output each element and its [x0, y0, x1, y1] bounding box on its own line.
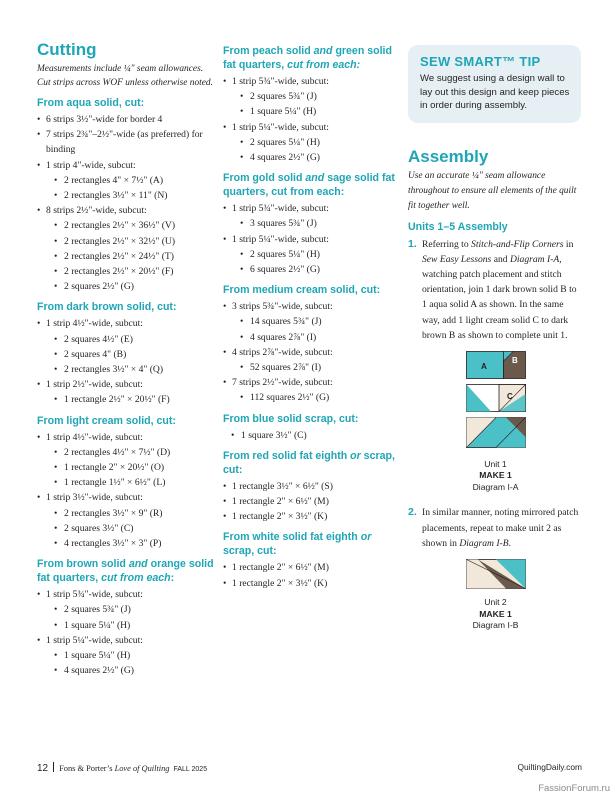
step-number: 1.: [408, 237, 417, 250]
list-item: • 2 rectangles 2½" × 24½" (T): [46, 249, 217, 264]
list-item: • 112 squares 2½" (G): [232, 390, 401, 405]
step-2: 2. In similar manner, noting mirrored patch placements, repeat to make unit 2 as shown in Diagram I-B.: [408, 506, 579, 549]
list-item: • 6 strips 3½"-wide for border 4: [37, 112, 217, 127]
list-item: • 1 rectangle 2" × 3½" (K): [223, 509, 401, 524]
medium-cream-list: [223, 299, 401, 405]
brown-orange-list: [37, 587, 217, 678]
tip-title: SEW SMART™ TIP: [420, 54, 541, 69]
list-item: • 1 strip 5¼"-wide, subcut: • 1 square 5¼" (H) • 4 squares 2½" (G): [37, 633, 217, 679]
units-subhead: Units 1–5 Assembly: [408, 220, 508, 233]
list-item: • 1 strip 4½"-wide, subcut: • 2 squares 4½" (E) • 2 squares 4" (B) • 2 rectangles 3½" × 4" (Q): [37, 316, 217, 377]
cutting-title: Cutting: [37, 40, 97, 59]
list-item: • 4 squares 2⅞" (I): [232, 330, 401, 345]
list-item: • 1 rectangle 2" × 20½" (O): [46, 460, 217, 475]
diagram-step-3: [466, 417, 525, 447]
diagram-step-1: [466, 351, 525, 378]
list-item: • 1 rectangle 3½" × 6½" (S): [223, 479, 401, 494]
aqua-heading: From aqua solid, cut:: [37, 97, 145, 109]
peach-green-heading: From peach solid and green solid fat quarters, cut from each:: [223, 45, 392, 71]
list-item: • 1 strip 5¾"-wide, subcut: • 2 squares 5¾" (J) • 1 square 5¼" (H): [37, 587, 217, 633]
peach-green-list: [223, 74, 401, 165]
list-item: • 2 squares 5¼" (H): [232, 247, 401, 262]
patch-a-label: A: [480, 361, 487, 371]
list-item: • 2 squares 5¾" (J): [46, 602, 217, 617]
list-item: • 2 squares 5¾" (J): [232, 89, 401, 104]
page-number: 12: [37, 763, 49, 774]
list-item: • 1 rectangle 2½" × 20½" (F): [46, 392, 217, 407]
list-item: • 7 strips 2½"-wide, subcut: • 112 squares 2½" (G): [223, 375, 401, 405]
step-1: 1. Referring to Stitch-and-Flip Corners in Sew Easy Lessons and Diagram I-A, watching patch placement and stitch orientation, join 1 dark brown solid B to 1 aqua solid A as shown. In the same way, add 1 light cream solid C to dark brown B as shown to complete unit 1.: [408, 237, 577, 341]
list-item: • 3 strips 5¾"-wide, subcut: • 14 squares 5¾" (J) • 4 squares 2⅞" (I): [223, 299, 401, 345]
site-url[interactable]: QuiltingDaily.com: [517, 762, 582, 772]
list-item: • 8 strips 2½"-wide, subcut: • 2 rectangles 2½" × 36½" (V) • 2 rectangles 2½" × 32½" (U) • 2 rectangles 2½" × 24½" (T) • 2 rectangles 2½" × 20½" (F) • 2 squares 2½" (G): [37, 203, 217, 294]
list-item: • 1 square 5¼" (H): [232, 104, 401, 119]
list-item: • 6 squares 2½" (G): [232, 262, 401, 277]
unit-1-illustration: [466, 351, 526, 451]
list-item: • 2 squares 5¼" (H): [232, 135, 401, 150]
list-item: • 1 strip 3½"-wide, subcut: • 2 rectangles 3½" × 9" (R) • 2 squares 3½" (C) • 4 rectangles 3½" × 3" (P): [37, 490, 217, 551]
assembly-title: Assembly: [408, 146, 489, 166]
cutting-column: [37, 40, 217, 679]
list-item: • 2 rectangles 3½" × 11" (N): [46, 188, 217, 203]
page-footer: [37, 762, 582, 776]
list-item: • 1 strip 5¼"-wide, subcut: • 2 squares 5¼" (H) • 6 squares 2½" (G): [223, 232, 401, 278]
cutting-column-continued: [223, 40, 401, 591]
assembly-column: [408, 45, 583, 632]
list-item: • 1 strip 5¾"-wide, subcut: • 2 squares 5¾" (J) • 1 square 5¼" (H): [223, 74, 401, 120]
list-item: • 2 squares 2½" (G): [46, 279, 217, 294]
white-heading: From white solid fat eighth or scrap, cut:: [223, 531, 372, 558]
list-item: • 1 strip 4"-wide, subcut: • 2 rectangles 4" × 7½" (A) • 2 rectangles 3½" × 11" (N): [37, 158, 217, 204]
footer-divider: [53, 762, 54, 772]
list-item: • 1 square 5¼" (H): [46, 618, 217, 633]
tip-text: We suggest using a design wall to lay out this design and keep pieces in order during assembly.: [420, 73, 570, 111]
step-number: 2.: [408, 506, 417, 519]
patch-c-label: C: [506, 391, 513, 401]
gold-sage-list: [223, 201, 401, 277]
list-item: • 2 rectangles 2½" × 36½" (V): [46, 218, 217, 233]
list-item: • 4 squares 2½" (G): [46, 663, 217, 678]
list-item: • 2 squares 4½" (E): [46, 332, 217, 347]
diagram-step-2: [466, 384, 525, 411]
list-item: • 2 rectangles 4" × 7½" (A): [46, 173, 217, 188]
list-item: • 2 rectangles 4½" × 7½" (D): [46, 445, 217, 460]
unit-2-illustration: [466, 559, 526, 589]
dark-brown-list: [37, 316, 217, 407]
cutting-intro: Measurements include ¼" seam allowances. Cut strips across WOF unless otherwise noted.: [37, 64, 213, 88]
patch-b-label: B: [511, 355, 518, 365]
dark-brown-heading: From dark brown solid, cut:: [37, 301, 177, 314]
publication-name: Fons & Porter’s Love of Quilting: [59, 764, 170, 773]
list-item: • 1 square 3½" (C): [223, 428, 401, 443]
blue-heading: From blue solid scrap, cut:: [223, 412, 359, 425]
list-item: • 1 rectangle 2" × 3½" (K): [223, 576, 401, 591]
list-item: • 14 squares 5¾" (J): [232, 314, 401, 329]
list-item: • 1 strip 5¾"-wide, subcut: • 3 squares 5¾" (J): [223, 201, 401, 231]
list-item: • 2 rectangles 3½" × 4" (Q): [46, 362, 217, 377]
white-list: [223, 560, 401, 590]
list-item: • 52 squares 2⅞" (I): [232, 360, 401, 375]
brown-orange-heading: From brown solid and orange solid fat quarters, cut from each:: [37, 558, 214, 585]
list-item: • 3 squares 5¾" (J): [232, 216, 401, 231]
list-item: • 2 squares 3½" (C): [46, 521, 217, 536]
aqua-list: [37, 112, 217, 294]
unit-1-make: MAKE 1: [479, 470, 512, 481]
issue-season: FALL 2025: [173, 766, 208, 773]
list-item: • 2 rectangles 3½" × 9" (R): [46, 506, 217, 521]
gold-sage-heading: From gold solid and sage solid fat quarters, cut from each:: [223, 172, 395, 199]
list-item: • 4 strips 2⅞"-wide, subcut: • 52 squares 2⅞" (I): [223, 345, 401, 375]
unit-2-caption: Unit 2: [484, 597, 507, 608]
list-item: • 1 strip 4½"-wide, subcut: • 2 rectangles 4½" × 7½" (D) • 1 rectangle 2" × 20½" (O) • 1 rectangle 1½" × 6½" (L): [37, 430, 217, 491]
list-item: • 1 strip 2½"-wide, subcut: • 1 rectangle 2½" × 20½" (F): [37, 377, 217, 407]
list-item: • 2 rectangles 2½" × 32½" (U): [46, 234, 217, 249]
footer-left: [37, 762, 207, 774]
list-item: • 4 rectangles 3½" × 3" (P): [46, 536, 217, 551]
diagram-i-b-label: Diagram I-B: [472, 620, 519, 631]
sew-smart-tip: [408, 45, 581, 123]
red-heading: From red solid fat eighth or scrap, cut:: [223, 449, 395, 476]
list-item: • 1 rectangle 2" × 6½" (M): [223, 494, 401, 509]
list-item: • 1 strip 5¼"-wide, subcut: • 2 squares 5¼" (H) • 4 squares 2½" (G): [223, 120, 401, 166]
list-item: • 1 square 5¼" (H): [46, 648, 217, 663]
list-item: • 4 squares 2½" (G): [232, 150, 401, 165]
list-item: • 1 rectangle 1½" × 6½" (L): [46, 475, 217, 490]
blue-list: [223, 428, 401, 443]
diagram-i-a: [408, 351, 583, 494]
light-cream-heading: From light cream solid, cut:: [37, 414, 176, 427]
unit-2-make: MAKE 1: [479, 608, 512, 619]
diagram-i-a-label: Diagram I-A: [472, 481, 519, 492]
list-item: • 1 rectangle 2" × 6½" (M): [223, 560, 401, 575]
watermark: FassionForum.ru: [538, 783, 610, 794]
light-cream-list: [37, 430, 217, 552]
diagram-i-b: [408, 559, 583, 632]
unit-1-caption: Unit 1: [484, 458, 507, 469]
red-list: [223, 479, 401, 525]
list-item: • 2 rectangles 2½" × 20½" (F): [46, 264, 217, 279]
list-item: • 7 strips 2¾"–2½"-wide (as preferred) for binding: [37, 127, 217, 157]
medium-cream-heading: From medium cream solid, cut:: [223, 284, 381, 297]
list-item: • 2 squares 4" (B): [46, 347, 217, 362]
assembly-intro: Use an accurate ¼" seam allowance throughout to ensure all elements of the quilt fit together well.: [408, 170, 577, 211]
